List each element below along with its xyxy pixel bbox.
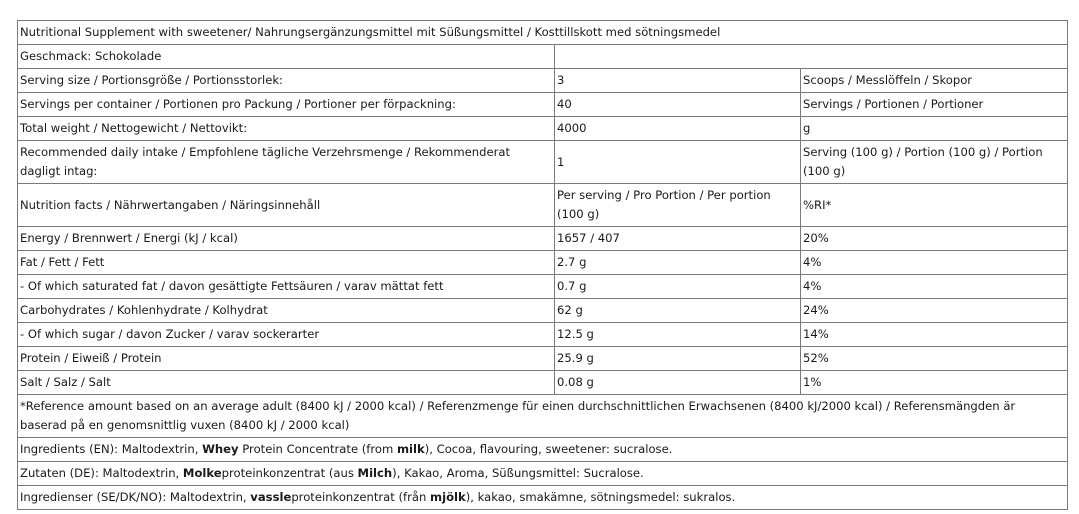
row-unit: g [801,117,1068,141]
row-label: Servings per container / Portionen pro Packung / Portioner per förpackning: [18,93,555,117]
ingredients-text: ), kakao, smakämne, sötningsmedel: sukralos. [465,490,736,504]
row-label: Serving size / Portionsgröße / Portionsstorlek: [18,69,555,93]
nutrition-header-label: Nutrition facts / Nährwertangaben / Näringsinnehåll [18,184,555,227]
nutrient-label: - Of which saturated fat / davon gesättigte Fettsäuren / varav mättat fett [18,275,555,299]
table-row [18,371,1068,395]
table-row [18,227,1068,251]
allergen: Molke [182,466,222,480]
ingredients-se-row [18,486,1068,510]
row-unit: Serving (100 g) / Portion (100 g) / Portion (100 g) [801,141,1068,184]
ingredients-text: ), Cocoa, flavouring, sweetener: sucralose. [424,442,673,456]
nutrient-label: Fat / Fett / Fett [18,251,555,275]
nutrition-header-ri: %RI* [801,184,1068,227]
table-row [18,117,1068,141]
ingredients-en-row [18,438,1068,462]
table-row [18,323,1068,347]
table-row [18,275,1068,299]
nutrient-value: 0.7 g [555,275,801,299]
reference-footnote: *Reference amount based on an average adult (8400 kJ / 2000 kcal) / Referenzmenge für einen durchschnittlichen Erwachsenen (8400 kJ/2000 kcal) / Referensmängden är baserad på en genomsnittlig vuxen (8400 kJ / 2000 kcal) [18,395,1068,438]
nutrient-value: 12.5 g [555,323,801,347]
title-row [18,21,1068,45]
nutrition-header-row [18,184,1068,227]
nutrient-label: - Of which sugar / davon Zucker / varav sockerarter [18,323,555,347]
allergen: mjölk [430,490,466,504]
nutrient-value: 0.08 g [555,371,801,395]
row-unit: Servings / Portionen / Portioner [801,93,1068,117]
nutrient-value: 1657 / 407 [555,227,801,251]
ingredients-text: Zutaten (DE): Maltodextrin, [20,466,183,480]
nutrient-ri: 24% [801,299,1068,323]
ingredients-text: ), Kakao, Aroma, Süßungsmittel: Sucralose. [392,466,644,480]
ingredients-text: Ingredienser (SE/DK/NO): Maltodextrin, [20,490,251,504]
ingredients-text: proteinkonzentrat (aus [221,466,358,480]
empty-cell [555,45,1068,69]
table-row [18,141,1068,184]
nutrient-value: 25.9 g [555,347,801,371]
row-value: 4000 [555,117,801,141]
allergen: milk [396,442,425,456]
nutrient-ri: 4% [801,251,1068,275]
ingredients-de-row [18,462,1068,486]
allergen: Whey [202,442,239,456]
nutrient-ri: 20% [801,227,1068,251]
table-row [18,93,1068,117]
row-value: 40 [555,93,801,117]
nutrient-label: Protein / Eiweiß / Protein [18,347,555,371]
ingredients-text: Ingredients (EN): Maltodextrin, [20,442,203,456]
nutrient-value: 2.7 g [555,251,801,275]
table-row [18,299,1068,323]
row-value: 3 [555,69,801,93]
nutrient-ri: 14% [801,323,1068,347]
ingredients-se [18,486,1068,510]
table-row [18,251,1068,275]
ingredients-text: proteinkonzentrat (från [291,490,431,504]
allergen: vassle [250,490,292,504]
footnote-row [18,395,1068,438]
ingredients-text: Protein Concentrate (from [238,442,397,456]
nutrient-ri: 52% [801,347,1068,371]
ingredients-en [18,438,1068,462]
nutrient-ri: 4% [801,275,1068,299]
row-unit: Scoops / Messlöffeln / Skopor [801,69,1068,93]
table-row [18,347,1068,371]
flavour-cell: Geschmack: Schokolade [18,45,555,69]
row-value: 1 [555,141,801,184]
nutrient-label: Energy / Brennwert / Energi (kJ / kcal) [18,227,555,251]
ingredients-de [18,462,1068,486]
nutrient-label: Carbohydrates / Kohlenhydrate / Kolhydrat [18,299,555,323]
nutrition-header-per-serving: Per serving / Pro Portion / Per portion (100 g) [555,184,801,227]
nutrient-value: 62 g [555,299,801,323]
nutrient-label: Salt / Salz / Salt [18,371,555,395]
nutrient-ri: 1% [801,371,1068,395]
row-label: Total weight / Nettogewicht / Nettovikt: [18,117,555,141]
product-title: Nutritional Supplement with sweetener/ Nahrungsergänzungsmittel mit Süßungsmittel / Kosttillskott med sötningsmedel [18,21,1068,45]
flavour-row [18,45,1068,69]
nutrition-label [17,20,1067,510]
allergen: Milch [357,466,393,480]
row-label: Recommended daily intake / Empfohlene tägliche Verzehrsmenge / Rekommenderat dagligt intag: [18,141,555,184]
nutrition-table [17,20,1068,510]
table-row [18,69,1068,93]
